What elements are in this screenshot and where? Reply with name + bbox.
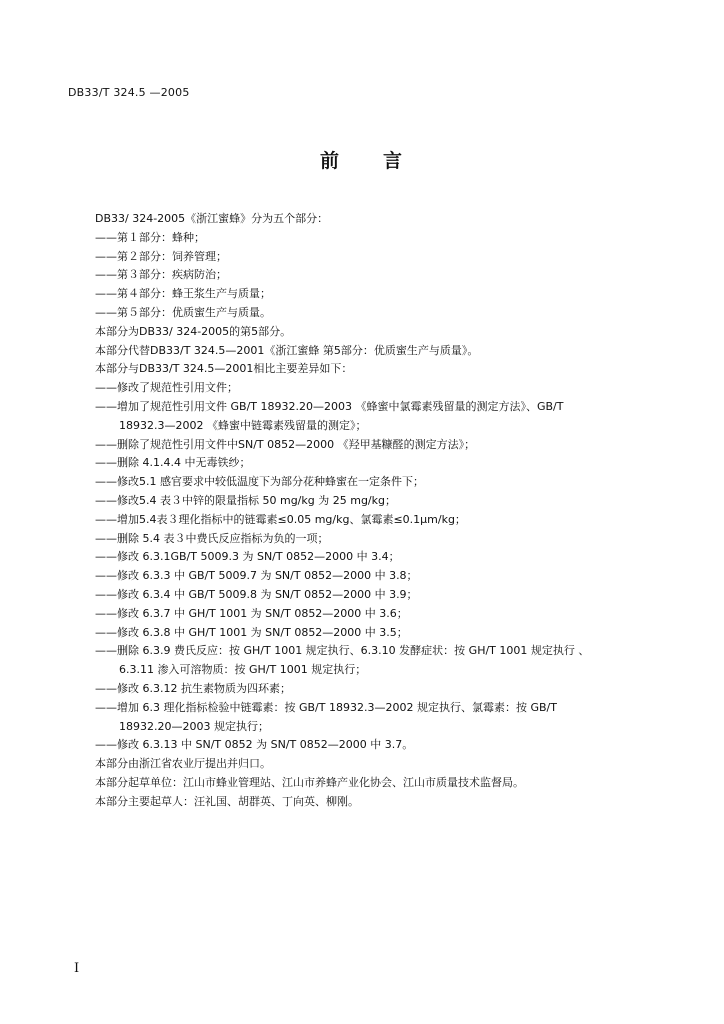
preface-line: 本部分为DB33/ 324-2005的第5部分。 (95, 324, 292, 338)
preface-line: ——第１部分：蜂种； (95, 230, 205, 244)
preface-line: DB33/ 324-2005《浙江蜜蜂》分为五个部分： (95, 212, 329, 225)
preface-line: 本部分由浙江省农业厅提出并归口。 (95, 757, 271, 771)
preface-line: ——删除了规范性引用文件中SN/T 0852—2000 《羟甲基糠醛的测定方法》； (95, 437, 476, 451)
preface-line: ——增加 6.3 理化指标检验中链霉素：按 GB/T 18932.3—2002 规定执行、氯霉素：按 GB/T (95, 700, 557, 714)
preface-line: ——删除 6.3.9 费氏反应：按 GH/T 1001 规定执行、6.3.10 发酵症状：按 GH/T 1001 规定执行 、 (95, 644, 590, 658)
preface-line: 6.3.11 渗入可溶物质：按 GH/T 1001 规定执行； (119, 663, 367, 677)
preface-line: ——修改5.1 感官要求中较低温度下为部分花种蜂蜜在一定条件下； (95, 475, 424, 489)
preface-line: ——修改 6.3.12 抗生素物质为四环素； (95, 681, 291, 695)
preface-line: 18932.20—2003 规定执行； (119, 719, 269, 733)
preface-line: ——修改了规范性引用文件； (95, 381, 238, 395)
preface-line: 本部分主要起草人：汪礼国、胡群英、丁向英、柳刚。 (95, 794, 359, 808)
preface-line: ——第２部分：饲养管理； (95, 249, 227, 263)
document-code: DB33/T 324.5 —2005 (68, 86, 190, 99)
preface-line: ——增加了规范性引用文件 GB/T 18932.20—2003 《蜂蜜中氯霉素残留量的测定方法》、GB/T (95, 399, 564, 413)
preface-body (95, 210, 670, 812)
preface-line: 本部分起草单位：江山市蜂业管理站、江山市养蜂产业化协会、江山市质量技术监督局。 (95, 775, 524, 789)
preface-line: ——第５部分：优质蜜生产与质量。 (95, 305, 271, 319)
preface-line: ——修改 6.3.8 中 GH/T 1001 为 SN/T 0852—2000 中 3.5； (95, 625, 408, 639)
preface-line: ——删除 5.4 表３中费氏反应指标为负的一项； (95, 531, 329, 545)
page-number: I (74, 961, 80, 976)
preface-line: 本部分代替DB33/T 324.5—2001《浙江蜜蜂 第5部分：优质蜜生产与质量》。 (95, 343, 479, 357)
preface-line: ——增加5.4表３理化指标中的链霉素≤0.05 mg/kg、氯霉素≤0.1μm/kg； (95, 512, 466, 526)
preface-line: 本部分与DB33/T 324.5—2001相比主要差异如下： (95, 362, 353, 376)
preface-line: ——修改 6.3.1GB/T 5009.3 为 SN/T 0852—2000 中 3.4； (95, 550, 400, 564)
page-title-part-1: 前 (319, 150, 341, 172)
preface-line: ——修改 6.3.3 中 GB/T 5009.7 为 SN/T 0852—2000 中 3.8； (95, 569, 418, 583)
preface-line: ——第４部分：蜂王浆生产与质量； (95, 287, 271, 301)
preface-line: ——修改 6.3.13 中 SN/T 0852 为 SN/T 0852—2000 中 3.7。 (95, 738, 414, 752)
page-title-part-2: 言 (383, 150, 405, 172)
preface-line: 18932.3—2002 《蜂蜜中链霉素残留量的测定》； (119, 418, 367, 432)
preface-line: ——修改5.4 表３中锌的限量指标 50 mg/kg 为 25 mg/kg； (95, 493, 396, 507)
preface-line: ——修改 6.3.4 中 GB/T 5009.8 为 SN/T 0852—2000 中 3.9； (95, 587, 418, 601)
preface-line: ——删除 4.1.4.4 中无毒铁纱； (95, 456, 251, 470)
preface-line: ——第３部分：疾病防治； (95, 268, 227, 282)
page-title (0, 146, 724, 173)
preface-line: ——修改 6.3.7 中 GH/T 1001 为 SN/T 0852—2000 中 3.6； (95, 606, 408, 620)
